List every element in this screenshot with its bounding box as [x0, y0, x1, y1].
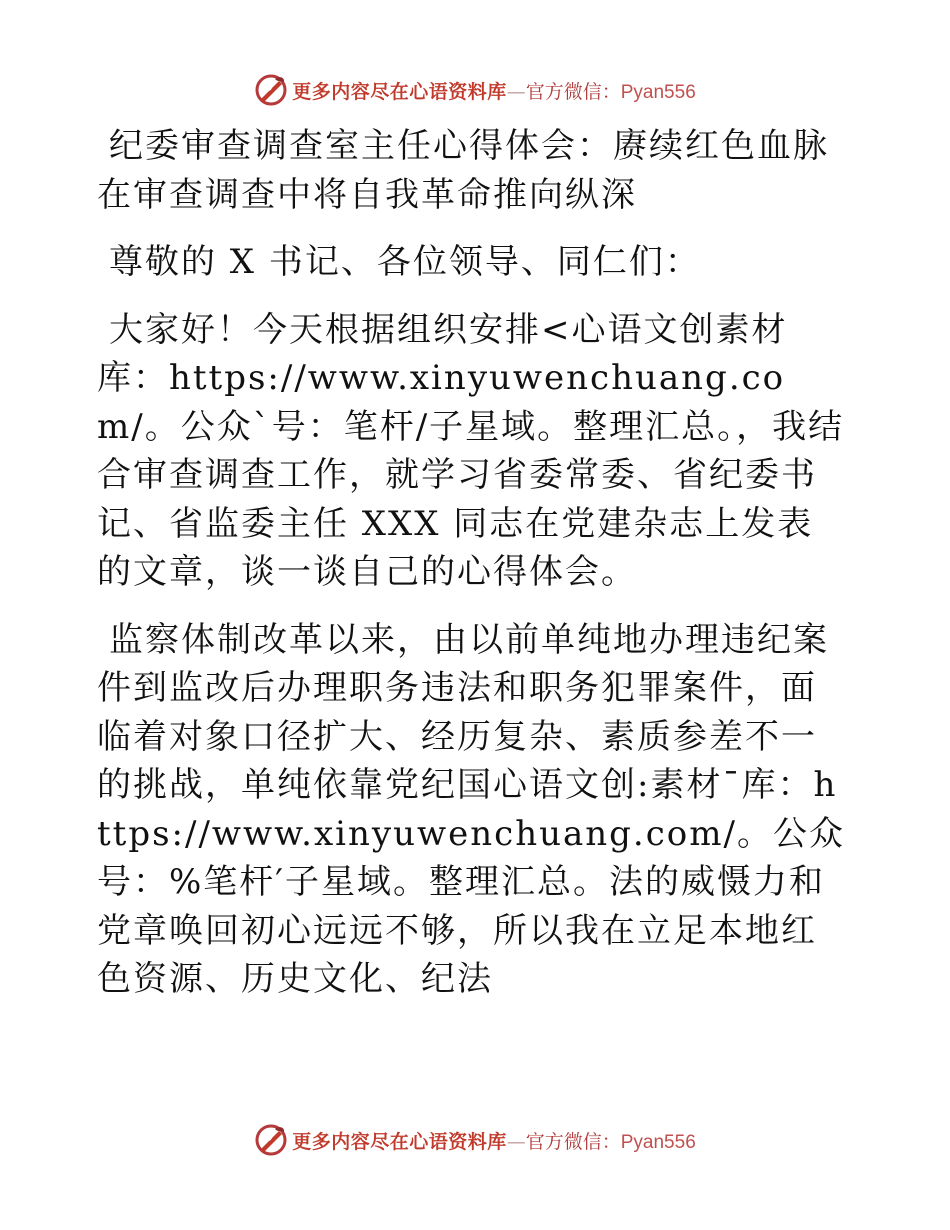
paragraph-1: 大家好！今天根据组织安排<心语文创素材库：https://www.xinyuwenchuang.com/。公众`号：笔杆/子星域。整理汇总。，我结合审查调查工作，就学习省委常委、省纪委书记、省监委主任 XXX 同志在党建杂志上发表的文章，谈一谈自己的心得体会。 — [97, 309, 845, 592]
banner-main-text: 更多内容尽在心语资料库 — [292, 1130, 507, 1153]
footer-banner — [0, 1120, 950, 1160]
document-body — [97, 122, 849, 1023]
banner-main-text: 更多内容尽在心语资料库 — [292, 80, 507, 103]
banner-text — [292, 77, 696, 104]
document-title: 纪委审查调查室主任心得体会：赓续红色血脉 在审查调查中将自我革命推向纵深 — [97, 126, 829, 215]
header-banner — [0, 70, 950, 110]
banner-separator: — — [506, 1130, 526, 1153]
greeting: 尊敬的 X 书记、各位领导、同仁们： — [109, 242, 701, 282]
quill-logo-icon — [254, 1123, 288, 1157]
banner-official-label: 官方微信： — [525, 80, 621, 103]
banner-wechat-id: Pyan556 — [620, 81, 696, 103]
banner-text — [292, 1127, 696, 1154]
banner-wechat-id: Pyan556 — [620, 1131, 696, 1153]
banner-separator: — — [506, 80, 526, 103]
quill-logo-icon — [254, 73, 288, 107]
banner-official-label: 官方微信： — [525, 1130, 621, 1153]
paragraph-2: 监察体制改革以来，由以前单纯地办理违纪案件到监改后办理职务违法和职务犯罪案件，面临着对象口径扩大、经历复杂、素质参差不一的挑战，单纯依靠党纪国心语文创:素材¯库：https://www.xinyuwenchuang.com/。公众号：%笔杆′子星域。整理汇总。法的威慑力和党章唤回初心远远不够，所以我在立足本地红色资源、历史文化、纪法 — [97, 619, 845, 999]
